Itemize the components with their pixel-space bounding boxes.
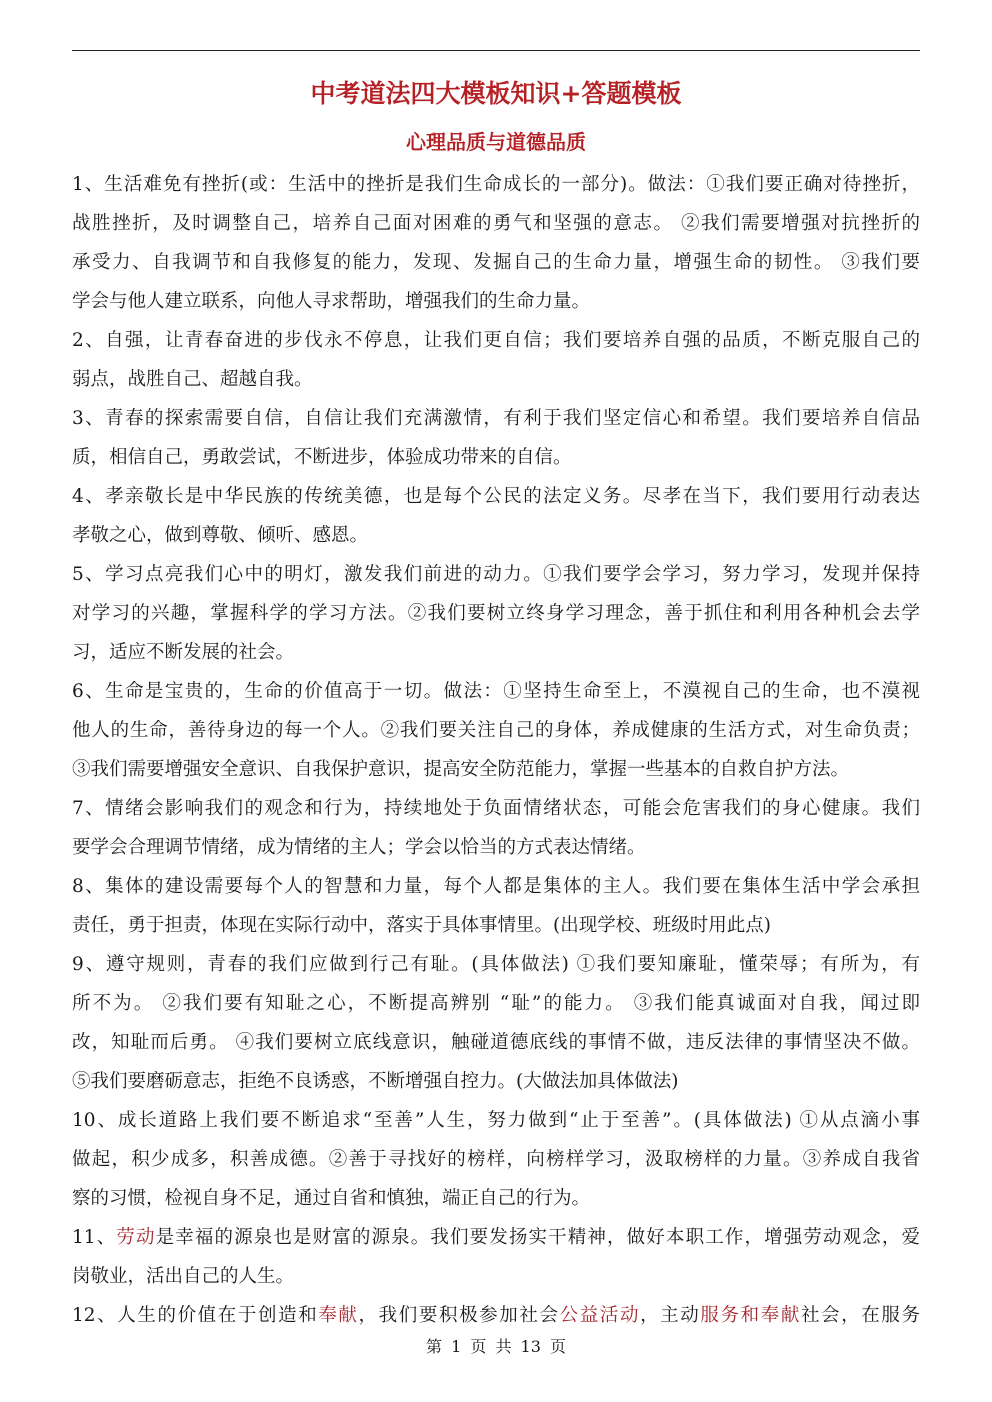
text-segment: 1、生活难免有挫折(或：生活中的挫折是我们生命成长的一部分)。做法：①我们要正确对待挫折，	[72, 174, 920, 195]
text-line	[72, 1026, 920, 1065]
text-line	[72, 636, 920, 675]
page-number: 第 1 页 共 13 页	[426, 1337, 566, 1356]
text-segment: 所不为。 ②我们要有知耻之心，不断提高辨别 “耻”的能力。 ③我们能真诚面对自我，闻过即	[72, 993, 920, 1014]
text-segment: ③我们需要增强安全意识、自我保护意识，提高安全防范能力，掌握一些基本的自救自护方法。	[72, 759, 850, 780]
text-segment: 7、情绪会影响我们的观念和行为，持续地处于负面情绪状态，可能会危害我们的身心健康。我们	[72, 798, 920, 819]
paragraph	[72, 1104, 920, 1221]
text-segment: 岗敬业，活出自己的人生。	[72, 1266, 295, 1287]
text-line	[72, 792, 920, 831]
text-line	[72, 1065, 920, 1104]
document-body	[72, 168, 920, 1338]
paragraph	[72, 480, 920, 558]
text-segment: ⑤我们要磨砺意志，拒绝不良诱惑，不断增强自控力。(大做法加具体做法)	[72, 1071, 679, 1092]
paragraph	[72, 402, 920, 480]
paragraph	[72, 168, 920, 324]
text-segment: 9、遵守规则，青春的我们应做到行己有耻。(具体做法) ①我们要知廉耻，懂荣辱；有所为，有	[72, 954, 920, 975]
text-line	[72, 168, 920, 207]
text-segment: ，我们要积极参加社会	[358, 1305, 560, 1326]
text-segment: 对学习的兴趣，掌握科学的学习方法。②我们要树立终身学习理念，善于抓住和利用各种机会去学	[72, 603, 920, 624]
paragraph	[72, 1299, 920, 1338]
paragraph	[72, 324, 920, 402]
text-segment: 承受力、自我调节和自我修复的能力，发现、发掘自己的生命力量，增强生命的韧性。 ③我们要	[72, 252, 920, 273]
text-segment: 弱点，战胜自己、超越自我。	[72, 369, 313, 390]
text-line	[72, 597, 920, 636]
text-line	[72, 363, 920, 402]
highlighted-keyword: 劳动	[116, 1227, 156, 1248]
text-segment: 质，相信自己，勇敢尝试，不断进步，体验成功带来的自信。	[72, 447, 572, 468]
paragraph	[72, 948, 920, 1104]
text-line	[72, 987, 920, 1026]
text-segment: ，主动	[640, 1305, 701, 1326]
paragraph	[72, 558, 920, 675]
highlighted-keyword: 公益活动	[559, 1305, 641, 1326]
text-line	[72, 909, 920, 948]
text-line	[72, 441, 920, 480]
text-segment: 他人的生命，善待身边的每一个人。②我们要关注自己的身体，养成健康的生活方式，对生命负责；	[72, 720, 920, 741]
paragraph	[72, 870, 920, 948]
text-line	[72, 831, 920, 870]
text-line	[72, 753, 920, 792]
text-line	[72, 480, 920, 519]
text-segment: 12、人生的价值在于创造和	[72, 1305, 319, 1326]
text-line	[72, 1221, 920, 1260]
text-segment: 学会与他人建立联系，向他人寻求帮助，增强我们的生命力量。	[72, 291, 591, 312]
text-line	[72, 402, 920, 441]
text-segment: 4、孝亲敬长是中华民族的传统美德，也是每个公民的法定义务。尽孝在当下，我们要用行动表达	[72, 486, 920, 507]
text-line	[72, 870, 920, 909]
text-segment: 11、	[72, 1227, 117, 1248]
text-line	[72, 519, 920, 558]
section-title: 心理品质与道德品质	[406, 130, 586, 154]
text-segment: 察的习惯，检视自身不足，通过自省和慎独，端正自己的行为。	[72, 1188, 591, 1209]
text-segment: 是幸福的源泉也是财富的源泉。我们要发扬实干精神，做好本职工作，增强劳动观念，爱	[155, 1227, 920, 1248]
text-line	[72, 675, 920, 714]
text-line	[72, 1260, 920, 1299]
text-segment: 社会，在服务	[800, 1305, 920, 1326]
header-rule	[72, 50, 920, 51]
text-segment: 责任，勇于担责，体现在实际行动中，落实于具体事情里。(出现学校、班级时用此点)	[72, 915, 771, 936]
text-line	[72, 324, 920, 363]
text-segment: 6、生命是宝贵的，生命的价值高于一切。做法：①坚持生命至上，不漠视自己的生命，也不漠视	[72, 681, 920, 702]
paragraph	[72, 675, 920, 792]
text-segment: 8、集体的建设需要每个人的智慧和力量，每个人都是集体的主人。我们要在集体生活中学会承担	[72, 876, 920, 897]
text-segment: 做起，积少成多，积善成德。②善于寻找好的榜样，向榜样学习，汲取榜样的力量。③养成自我省	[72, 1149, 920, 1170]
text-line	[72, 1299, 920, 1338]
text-segment: 3、青春的探索需要自信，自信让我们充满激情，有利于我们坚定信心和希望。我们要培养自信品	[72, 408, 920, 429]
text-line	[72, 948, 920, 987]
paragraph	[72, 1221, 920, 1299]
paragraph	[72, 792, 920, 870]
highlighted-keyword: 奉献	[318, 1305, 359, 1326]
text-line	[72, 714, 920, 753]
text-segment: 战胜挫折，及时调整自己，培养自己面对困难的勇气和坚强的意志。 ②我们需要增强对抗挫折的	[72, 213, 920, 234]
text-line	[72, 246, 920, 285]
text-segment: 习，适应不断发展的社会。	[72, 642, 295, 663]
text-segment: 改，知耻而后勇。 ④我们要树立底线意识，触碰道德底线的事情不做，违反法律的事情坚决不做。	[72, 1032, 920, 1053]
text-segment: 10、成长道路上我们要不断追求“至善”人生，努力做到“止于至善”。(具体做法) ①从点滴小事	[72, 1110, 920, 1131]
text-line	[72, 1143, 920, 1182]
highlighted-keyword: 服务和奉献	[700, 1305, 801, 1326]
text-line	[72, 1182, 920, 1221]
text-line	[72, 207, 920, 246]
text-segment: 5、学习点亮我们心中的明灯，激发我们前进的动力。①我们要学会学习，努力学习，发现并保持	[72, 564, 920, 585]
text-segment: 要学会合理调节情绪，成为情绪的主人；学会以恰当的方式表达情绪。	[72, 837, 646, 858]
document-title: 中考道法四大模板知识+答题模板	[310, 79, 682, 108]
text-segment: 2、自强，让青春奋进的步伐永不停息，让我们更自信；我们要培养自强的品质，不断克服自己的	[72, 330, 920, 351]
text-line	[72, 285, 920, 324]
text-segment: 孝敬之心，做到尊敬、倾听、感恩。	[72, 525, 369, 546]
text-line	[72, 1104, 920, 1143]
text-line	[72, 558, 920, 597]
